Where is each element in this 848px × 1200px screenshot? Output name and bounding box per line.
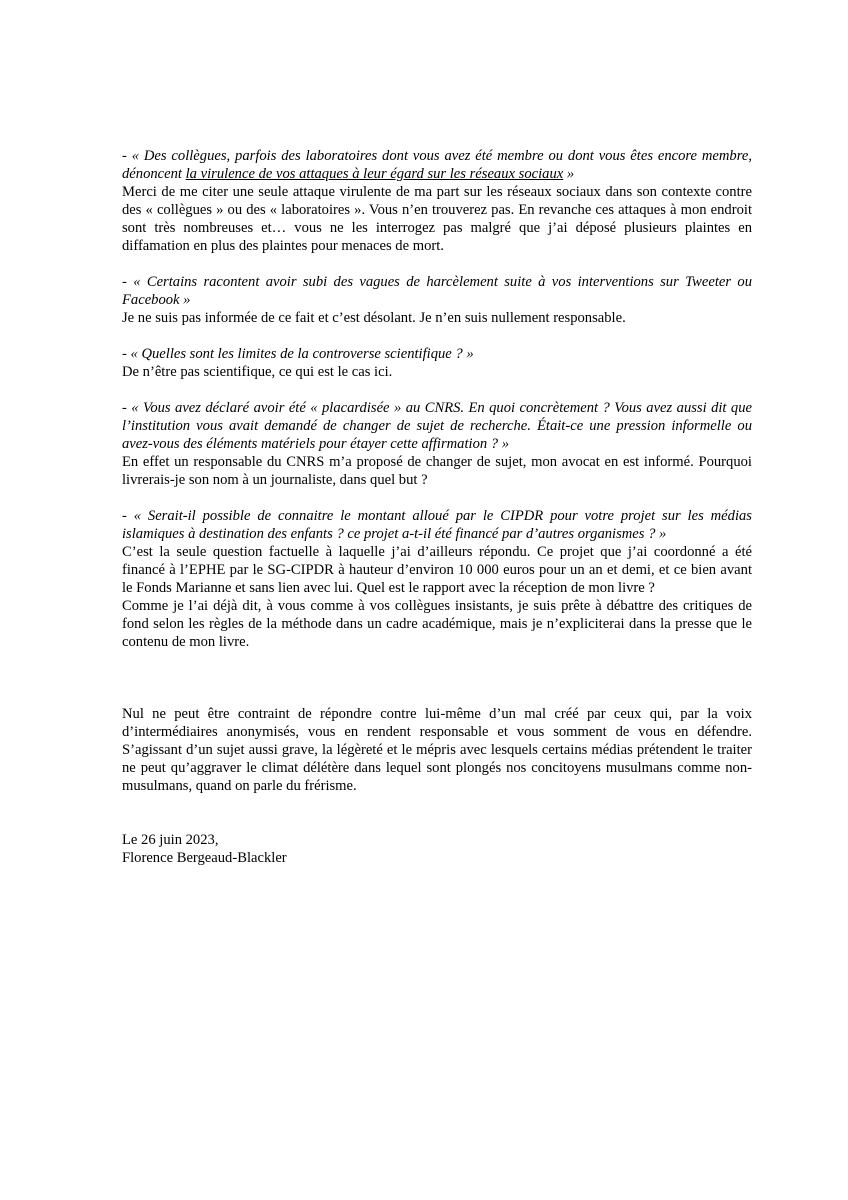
qa-block-5 [122,507,752,651]
question-3: - « Quelles sont les limites de la controverse scientifique ? » [122,346,474,362]
question-1-underlined-text: la virulence de vos attaques à leur égard sur les réseaux sociaux [185,166,564,182]
qa-block-4 [122,399,752,489]
question-5: - « Serait-il possible de connaitre le montant alloué par le CIPDR pour votre projet sur les médias islamiques à destination des enfants ? ce projet a-t-il été financé par d’autres organismes ? » [122,508,752,542]
closing-paragraph: Nul ne peut être contraint de répondre contre lui-même d’un mal créé par ceux qui, par la voix d’intermédiaires anonymisés, vous en rendent responsable et vous somment de vous en défendre. S’agissant d’un sujet aussi grave, la légèreté et le mépris avec lesquels certains médias prétendent le traiter ne peut qu’aggraver le climat délétère dans lequel sont plongés nos concitoyens musulmans comme non-musulmans, quand on parle du frérisme. [122,706,752,794]
question-4: - « Vous avez déclaré avoir été « placardisée » au CNRS. En quoi concrètement ? Vous avez aussi dit que l’institution vous avait demandé de changer de sujet de recherche. Était-ce une pression informelle ou avez-vous des éléments matériels pour étayer cette affirmation ? » [122,400,752,452]
answer-1: Merci de me citer une seule attaque virulente de ma part sur les réseaux sociaux dans son contexte contre des « collègues » ou des « laboratoires ». Vous n’en trouverez pas. En revanche ces attaques à mon endroit sont très nombreuses et… vous ne les interrogez pas malgré que j’ai déposé plusieurs plaintes en diffamation en plus des plaintes pour menaces de mort. [122,184,752,254]
question-1-closing-quote: » [563,166,575,182]
signature-author: Florence Bergeaud-Blackler [122,850,287,866]
answer-4: En effet un responsable du CNRS m’a proposé de changer de sujet, mon avocat en est informé. Pourquoi livrerais-je son nom à un journaliste, dans quel but ? [122,454,752,488]
answer-5: C’est la seule question factuelle à laquelle j’ai d’ailleurs répondu. Ce projet que j’ai coordonné a été financé à l’EPHE par le SG-CIPDR à hauteur d’environ 10 000 euros pour un an et demi, et ce bien avant le Fonds Marianne et sans lien avec lui. Quel est le rapport avec la réception de mon livre ? [122,544,752,596]
answer-3: De n’être pas scientifique, ce qui est le cas ici. [122,364,393,380]
qa-block-1 [122,147,752,255]
section-spacer [122,669,752,705]
question-1 [122,147,752,183]
signature-spacer [122,795,752,831]
question-1-text: - « Des collègues, parfois des laboratoires dont vous avez été membre ou dont vous êtes encore membre, dénoncent [122,148,752,182]
qa-block-2 [122,273,752,327]
qa-block-3 [122,345,752,381]
answer-2: Je ne suis pas informée de ce fait et c’est désolant. Je n’en suis nullement responsable. [122,310,626,326]
answer-5-continued: Comme je l’ai déjà dit, à vous comme à vos collègues insistants, je suis prête à débattre des critiques de fond selon les règles de la méthode dans un cadre académique, mais je n’expliciterai dans la presse que le contenu de mon livre. [122,598,752,650]
document-body [122,147,752,867]
question-2: - « Certains racontent avoir subi des vagues de harcèlement suite à vos interventions sur Tweeter ou Facebook » [122,274,752,308]
signature-date: Le 26 juin 2023, [122,832,219,848]
